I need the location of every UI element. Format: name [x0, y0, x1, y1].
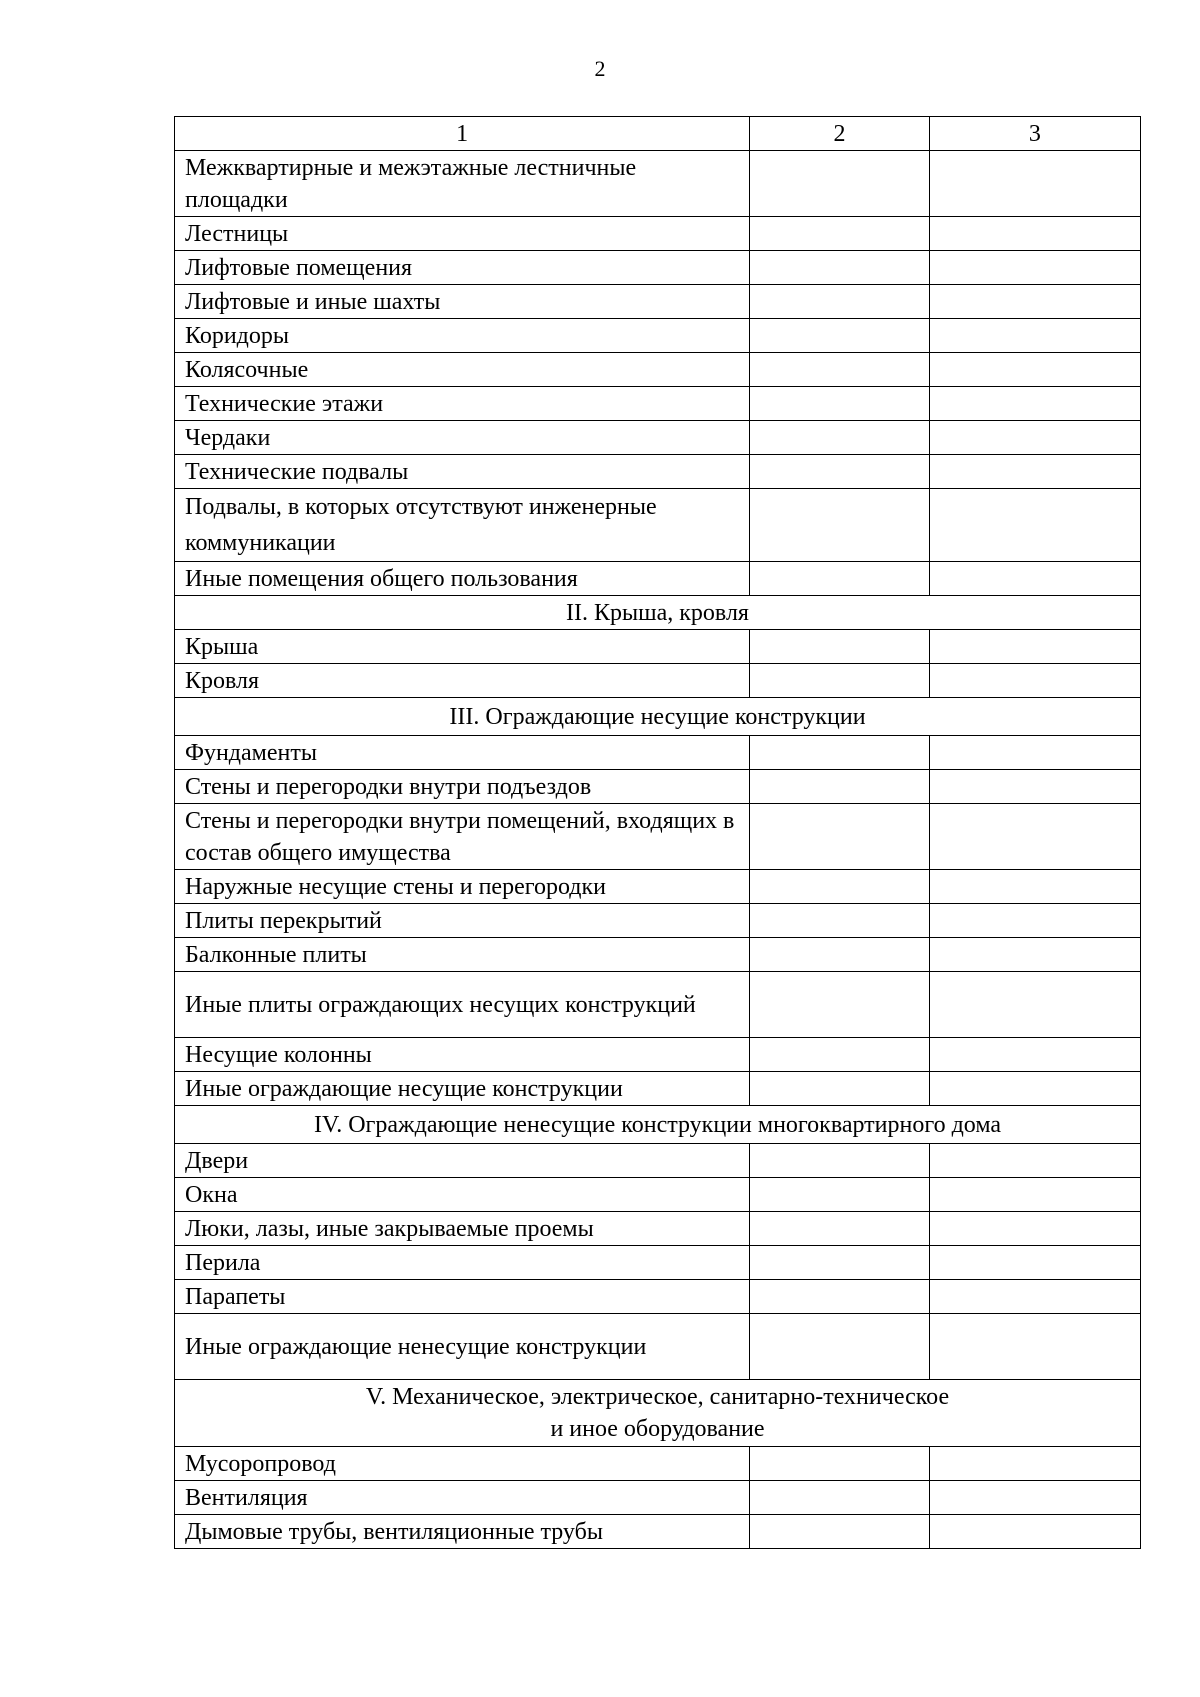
column-3-cell — [929, 1314, 1140, 1380]
item-name-cell: Парапеты — [175, 1280, 750, 1314]
column-3-cell — [929, 1447, 1140, 1481]
table-row — [175, 870, 1141, 904]
section-heading: II. Крыша, кровля — [175, 596, 1141, 630]
item-name-cell: Межквартирные и межэтажные лестничные площадки — [175, 151, 750, 217]
table-row — [175, 1178, 1141, 1212]
item-name-cell: Лифтовые помещения — [175, 251, 750, 285]
column-2-cell — [750, 1314, 929, 1380]
item-name-cell: Иные помещения общего пользования — [175, 562, 750, 596]
item-name-cell: Подвалы, в которых отсутствуют инженерные коммуникации — [175, 489, 750, 562]
column-2-cell — [750, 151, 929, 217]
column-3-cell — [929, 353, 1140, 387]
column-3-cell — [929, 1212, 1140, 1246]
item-name-cell: Колясочные — [175, 353, 750, 387]
column-2-cell — [750, 804, 929, 870]
column-3-cell — [929, 1515, 1140, 1549]
table-row — [175, 804, 1141, 870]
column-2-cell — [750, 319, 929, 353]
section-heading-row — [175, 1106, 1141, 1144]
column-3-cell — [929, 664, 1140, 698]
section-heading-row — [175, 596, 1141, 630]
item-name-cell: Кровля — [175, 664, 750, 698]
table-row — [175, 387, 1141, 421]
column-3-cell — [929, 251, 1140, 285]
item-name-cell: Чердаки — [175, 421, 750, 455]
table-row — [175, 1212, 1141, 1246]
column-2-cell — [750, 562, 929, 596]
table-row — [175, 1280, 1141, 1314]
item-name-cell: Люки, лазы, иные закрываемые проемы — [175, 1212, 750, 1246]
column-3-cell — [929, 1178, 1140, 1212]
column-3-cell — [929, 1481, 1140, 1515]
table-row — [175, 285, 1141, 319]
column-3-cell — [929, 455, 1140, 489]
table-row — [175, 630, 1141, 664]
column-2-cell — [750, 285, 929, 319]
table-row — [175, 904, 1141, 938]
table-row — [175, 251, 1141, 285]
item-name-cell: Несущие колонны — [175, 1038, 750, 1072]
column-3-cell — [929, 870, 1140, 904]
column-2-cell — [750, 421, 929, 455]
column-2-cell — [750, 1038, 929, 1072]
table-body — [175, 117, 1141, 1549]
item-name-cell: Перила — [175, 1246, 750, 1280]
table-row — [175, 217, 1141, 251]
column-2-cell — [750, 870, 929, 904]
column-2-cell — [750, 770, 929, 804]
item-name-cell: Стены и перегородки внутри подъездов — [175, 770, 750, 804]
item-name-cell: Фундаменты — [175, 736, 750, 770]
item-name-cell: Плиты перекрытий — [175, 904, 750, 938]
column-2-cell — [750, 1144, 929, 1178]
item-name-cell: Иные ограждающие несущие конструкции — [175, 1072, 750, 1106]
item-name-cell: Двери — [175, 1144, 750, 1178]
table-row — [175, 1481, 1141, 1515]
column-2-cell — [750, 1212, 929, 1246]
section-heading: IV. Ограждающие ненесущие конструкции многоквартирного дома — [175, 1106, 1141, 1144]
column-3-cell — [929, 562, 1140, 596]
table-row — [175, 562, 1141, 596]
column-3-cell — [929, 151, 1140, 217]
column-3-cell — [929, 938, 1140, 972]
item-name-cell: Коридоры — [175, 319, 750, 353]
column-3-cell — [929, 1038, 1140, 1072]
column-3-cell — [929, 770, 1140, 804]
column-2-cell — [750, 1515, 929, 1549]
table-row — [175, 489, 1141, 562]
column-3-cell — [929, 1144, 1140, 1178]
item-name-cell: Мусоропровод — [175, 1447, 750, 1481]
item-name-cell: Крыша — [175, 630, 750, 664]
item-name-cell: Технические этажи — [175, 387, 750, 421]
table-row — [175, 664, 1141, 698]
header-cell-column-3: 3 — [929, 117, 1140, 151]
column-3-cell — [929, 1246, 1140, 1280]
column-3-cell — [929, 387, 1140, 421]
column-3-cell — [929, 972, 1140, 1038]
column-3-cell — [929, 489, 1140, 562]
column-3-cell — [929, 630, 1140, 664]
item-name-cell: Лифтовые и иные шахты — [175, 285, 750, 319]
page-number: 2 — [594, 56, 606, 81]
table-row — [175, 736, 1141, 770]
item-name-cell: Окна — [175, 1178, 750, 1212]
common-property-table — [174, 116, 1141, 1549]
column-3-cell — [929, 804, 1140, 870]
column-3-cell — [929, 285, 1140, 319]
section-heading-row — [175, 698, 1141, 736]
column-2-cell — [750, 1072, 929, 1106]
column-3-cell — [929, 421, 1140, 455]
header-cell-column-2: 2 — [750, 117, 929, 151]
table-header-row — [175, 117, 1141, 151]
column-2-cell — [750, 1178, 929, 1212]
column-2-cell — [750, 353, 929, 387]
column-2-cell — [750, 736, 929, 770]
table-row — [175, 455, 1141, 489]
section-heading: III. Ограждающие несущие конструкции — [175, 698, 1141, 736]
column-2-cell — [750, 1481, 929, 1515]
column-2-cell — [750, 664, 929, 698]
column-2-cell — [750, 938, 929, 972]
column-3-cell — [929, 1280, 1140, 1314]
item-name-cell: Стены и перегородки внутри помещений, входящих в состав общего имущества — [175, 804, 750, 870]
item-name-cell: Лестницы — [175, 217, 750, 251]
column-2-cell — [750, 217, 929, 251]
header-cell-column-1: 1 — [175, 117, 750, 151]
item-name-cell: Наружные несущие стены и перегородки — [175, 870, 750, 904]
column-3-cell — [929, 319, 1140, 353]
table-row — [175, 1072, 1141, 1106]
item-name-cell: Балконные плиты — [175, 938, 750, 972]
table-row — [175, 353, 1141, 387]
table-row — [175, 319, 1141, 353]
column-2-cell — [750, 455, 929, 489]
item-name-cell: Вентиляция — [175, 1481, 750, 1515]
item-name-cell: Иные ограждающие ненесущие конструкции — [175, 1314, 750, 1380]
column-2-cell — [750, 904, 929, 938]
table-row — [175, 1144, 1141, 1178]
column-2-cell — [750, 387, 929, 421]
column-3-cell — [929, 1072, 1140, 1106]
section-heading: V. Механическое, электрическое, санитарно-техническое и иное оборудование — [175, 1380, 1141, 1447]
table-row — [175, 1314, 1141, 1380]
table-row — [175, 1515, 1141, 1549]
column-2-cell — [750, 489, 929, 562]
table-row — [175, 972, 1141, 1038]
table-row — [175, 1246, 1141, 1280]
item-name-cell: Технические подвалы — [175, 455, 750, 489]
table-row — [175, 770, 1141, 804]
column-3-cell — [929, 904, 1140, 938]
column-2-cell — [750, 1246, 929, 1280]
column-3-cell — [929, 217, 1140, 251]
column-3-cell — [929, 736, 1140, 770]
column-2-cell — [750, 1280, 929, 1314]
item-name-cell: Дымовые трубы, вентиляционные трубы — [175, 1515, 750, 1549]
table-row — [175, 938, 1141, 972]
section-heading-row — [175, 1380, 1141, 1447]
item-name-cell: Иные плиты ограждающих несущих конструкций — [175, 972, 750, 1038]
table-row — [175, 1447, 1141, 1481]
table-row — [175, 421, 1141, 455]
table-row — [175, 151, 1141, 217]
column-2-cell — [750, 1447, 929, 1481]
table-row — [175, 1038, 1141, 1072]
column-2-cell — [750, 972, 929, 1038]
column-2-cell — [750, 630, 929, 664]
column-2-cell — [750, 251, 929, 285]
